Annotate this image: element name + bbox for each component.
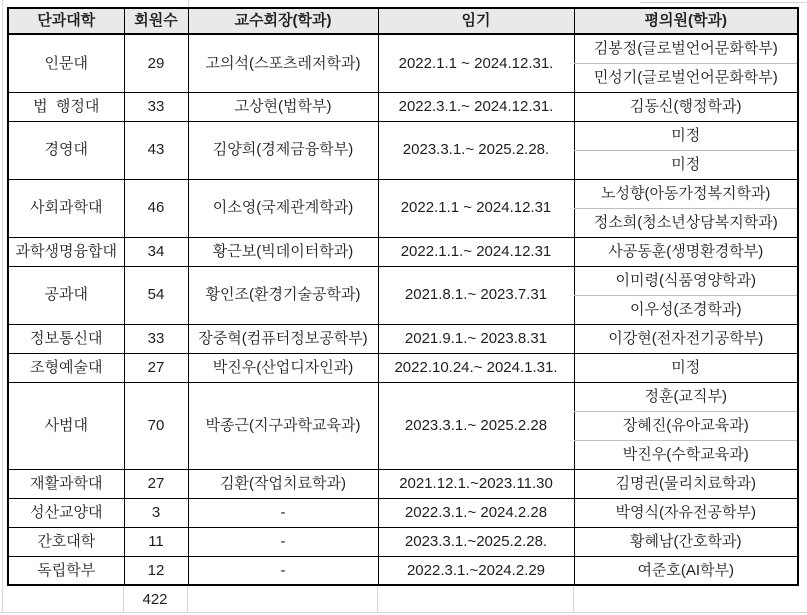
members-cell: 43: [124, 121, 188, 179]
college-group: [8, 556, 798, 585]
chair-cell: -: [188, 498, 378, 527]
councilor-cell: 미정: [574, 150, 798, 179]
councilor-cell: 이미령(식품영양학과): [574, 266, 798, 295]
councilor-cell: 여준호(AI학부): [574, 556, 798, 585]
councilor-cell: 김동신(행정학과): [574, 92, 798, 121]
chair-cell: 박종근(지구과학교육과): [188, 382, 378, 469]
term-cell: 2023.3.1.~ 2025.2.28: [378, 382, 574, 469]
term-cell: 2022.3.1.~2024.2.29: [378, 556, 574, 585]
term-cell: 2022.3.1.~ 2024.12.31.: [378, 92, 574, 121]
councilor-cell: 김봉정(글로벌언어문화학부): [574, 34, 798, 63]
sheet-gridline-vertical: [187, 586, 188, 612]
chair-cell: 김환(작업치료학과): [188, 469, 378, 498]
college-cell: 성산교양대: [8, 498, 124, 527]
col-header-term: 임기: [378, 8, 574, 34]
table-row: [8, 121, 798, 150]
chair-cell: 김양희(경제금융학부): [188, 121, 378, 179]
college-group: [8, 34, 798, 92]
members-cell: 27: [124, 469, 188, 498]
members-cell: 34: [124, 237, 188, 266]
college-group: [8, 266, 798, 324]
college-cell: 독립학부: [8, 556, 124, 585]
college-cell: 정보통신대: [8, 324, 124, 353]
college-cell: 공과대: [8, 266, 124, 324]
total-row: [0, 586, 807, 612]
college-group: [8, 527, 798, 556]
table-row: [8, 237, 798, 266]
table-row: [8, 527, 798, 556]
members-cell: 54: [124, 266, 188, 324]
college-group: [8, 382, 798, 469]
col-header-college: 단과대학: [8, 8, 124, 34]
college-cell: 조형예술대: [8, 353, 124, 382]
members-cell: 70: [124, 382, 188, 469]
table-row: [8, 92, 798, 121]
councilor-cell: 노성향(아동가정복지학과): [574, 179, 798, 208]
chair-cell: -: [188, 527, 378, 556]
faculty-council-table: [7, 7, 799, 586]
term-cell: 2022.3.1.~ 2024.2.28: [378, 498, 574, 527]
members-cell: 3: [124, 498, 188, 527]
sheet-gridline-horizontal: [0, 612, 807, 613]
college-group: [8, 92, 798, 121]
header-row: [8, 8, 798, 34]
table-header: [8, 8, 798, 34]
total-members: 422: [142, 590, 168, 608]
college-cell: 사범대: [8, 382, 124, 469]
college-group: [8, 237, 798, 266]
chair-cell: 이소영(국제관계학과): [188, 179, 378, 237]
college-group: [8, 469, 798, 498]
table-row: [8, 382, 798, 411]
sheet-gridline-horizontal: [640, 2, 807, 3]
table-row: [8, 324, 798, 353]
term-cell: 2023.3.1.~2025.2.28.: [378, 527, 574, 556]
chair-cell: 박진우(산업디자인과): [188, 353, 378, 382]
sheet-gridline-vertical: [377, 586, 378, 612]
col-header-members: 회원수: [124, 8, 188, 34]
term-cell: 2021.8.1.~ 2023.7.31: [378, 266, 574, 324]
college-group: [8, 324, 798, 353]
sheet-gridline-vertical: [2, 0, 3, 612]
members-cell: 33: [124, 92, 188, 121]
councilor-cell: 미정: [574, 121, 798, 150]
term-cell: 2021.12.1.~2023.11.30: [378, 469, 574, 498]
college-group: [8, 121, 798, 179]
sheet-gridline-vertical: [188, 0, 189, 7]
term-cell: 2022.1.1 ~ 2024.12.31.: [378, 34, 574, 92]
councilor-cell: 미정: [574, 353, 798, 382]
table-row: [8, 556, 798, 585]
councilor-cell: 이우성(조경학과): [574, 295, 798, 324]
councilor-cell: 박영식(자유전공학부): [574, 498, 798, 527]
col-header-chair: 교수회장(학과): [188, 8, 378, 34]
councilor-cell: 정소희(청소년상담복지학과): [574, 208, 798, 237]
table-row: [8, 179, 798, 208]
college-cell: 재활과학대: [8, 469, 124, 498]
table-row: [8, 353, 798, 382]
college-group: [8, 498, 798, 527]
term-cell: 2022.1.1.~ 2024.12.31: [378, 237, 574, 266]
college-cell: 간호대학: [8, 527, 124, 556]
chair-cell: -: [188, 556, 378, 585]
college-group: [8, 353, 798, 382]
councilor-cell: 박진우(수학교육과): [574, 440, 798, 469]
term-cell: 2023.3.1.~ 2025.2.28.: [378, 121, 574, 179]
chair-cell: 고의석(스포츠레저학과): [188, 34, 378, 92]
chair-cell: 장중혁(컴퓨터정보공학부): [188, 324, 378, 353]
councilor-cell: 이강현(전자전기공학부): [574, 324, 798, 353]
councilor-cell: 김명권(물리치료학과): [574, 469, 798, 498]
members-cell: 46: [124, 179, 188, 237]
chair-cell: 황인조(환경기술공학과): [188, 266, 378, 324]
college-cell: 사회과학대: [8, 179, 124, 237]
term-cell: 2022.1.1 ~ 2024.12.31: [378, 179, 574, 237]
councilor-cell: 황혜남(간호학과): [574, 527, 798, 556]
term-cell: 2021.9.1.~ 2023.8.31: [378, 324, 574, 353]
table-row: [8, 469, 798, 498]
table-row: [8, 34, 798, 63]
college-cell: 법 행정대: [8, 92, 124, 121]
chair-cell: 고상현(법학부): [188, 92, 378, 121]
councilor-cell: 장혜진(유아교육과): [574, 411, 798, 440]
college-group: [8, 179, 798, 237]
members-cell: 11: [124, 527, 188, 556]
college-cell: 경영대: [8, 121, 124, 179]
college-cell: 인문대: [8, 34, 124, 92]
col-header-councilor: 평의원(학과): [574, 8, 798, 34]
sheet-gridline-vertical: [573, 586, 574, 612]
table-row: [8, 266, 798, 295]
term-cell: 2022.10.24.~ 2024.1.31.: [378, 353, 574, 382]
members-cell: 33: [124, 324, 188, 353]
councilor-cell: 사공동훈(생명환경학부): [574, 237, 798, 266]
table-row: [8, 498, 798, 527]
college-cell: 과학생명융합대: [8, 237, 124, 266]
councilor-cell: 정훈(교직부): [574, 382, 798, 411]
councilor-cell: 민성기(글로벌언어문화학부): [574, 63, 798, 92]
members-cell: 12: [124, 556, 188, 585]
members-cell: 29: [124, 34, 188, 92]
chair-cell: 황근보(빅데이터학과): [188, 237, 378, 266]
members-cell: 27: [124, 353, 188, 382]
